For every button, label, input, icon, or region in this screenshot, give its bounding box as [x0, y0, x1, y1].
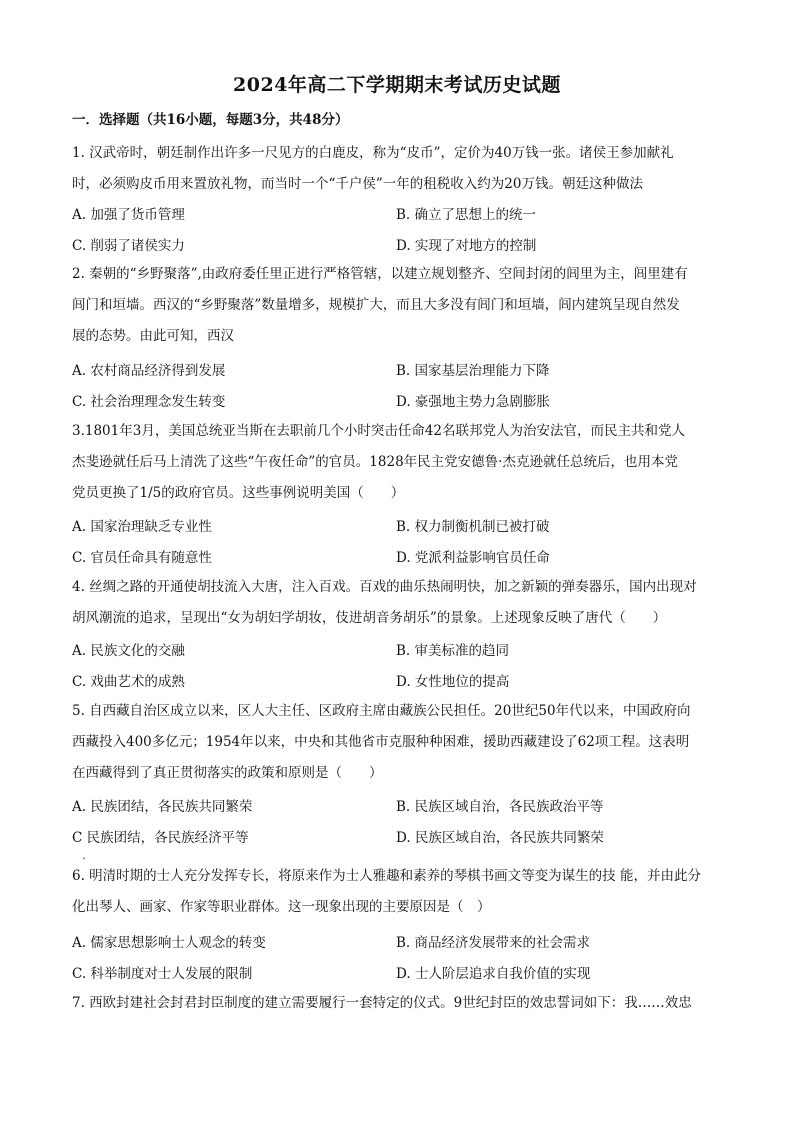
- option-c: C. 科举制度对士人发展的限制: [72, 966, 253, 982]
- question-line: 杰斐逊就任后马上清洗了这些“午夜任命”的官员。1828年民主党安德鲁·杰克逊就任总统后，也用本党: [72, 454, 678, 470]
- question-line: 化出琴人、画家、作家等职业群体。这一现象出现的主要原因是（ ）: [72, 899, 491, 915]
- option-c: C. 官员任命具有随意性: [72, 550, 212, 566]
- option-d: D. 实现了对地方的控制: [396, 238, 537, 254]
- question-1: [72, 138, 724, 200]
- option-b: B. 国家基层治理能力下降: [396, 363, 550, 379]
- question-line: 党员更换了1/5的政府官员。这些事例说明美国（ ）: [72, 485, 405, 501]
- question-line: 5. 自西藏自治区成立以来，区人大主任、区政府主席由藏族公民担任。20世纪50年代以来，中国政府向: [72, 703, 691, 719]
- question-4: [72, 572, 724, 634]
- question-2: [72, 259, 724, 352]
- question-5: [72, 696, 724, 789]
- question-line: 6. 明清时期的士人充分发挥专长，将原来作为士人雅趣和素养的琴棋书画文等变为谋生的技 能，并由此分: [72, 868, 701, 884]
- question-line: 4. 丝绸之路的开通使胡技流入大唐，注入百戏。百戏的曲乐热闹明快，加之新颖的弹奏器乐，国内出现对: [72, 579, 697, 595]
- option-a: A. 民族团结，各民族共同繁荣: [72, 799, 253, 815]
- question-line: 时，必须购皮币用来置放礼物，而当时一个“千户侯”一年的租税收入约为20万钱。朝廷这种做法: [72, 176, 643, 192]
- option-a: A. 国家治理缺乏专业性: [72, 519, 212, 535]
- option-c: C. 社会治理理念发生转变: [72, 394, 226, 410]
- option-b: B. 权力制衡机制已被打破: [396, 519, 550, 535]
- option-b: B. 民族区域自治，各民族政治平等: [396, 799, 604, 815]
- question-line: 胡风潮流的追求，呈现出“女为胡妇学胡妆，伎进胡音务胡乐”的景象。上述现象反映了唐代（ ）: [72, 610, 667, 626]
- option-a: A. 农村商品经济得到发展: [72, 363, 226, 379]
- option-d: D. 民族区域自治，各民族共同繁荣: [396, 830, 604, 846]
- option-d: D. 豪强地主势力急剧膨胀: [396, 394, 550, 410]
- question-6: [72, 861, 724, 923]
- question-line: 3.1801年3月，美国总统亚当斯在去职前几个小时突击任命42名联邦党人为治安法官，而民主共和党人: [72, 423, 686, 439]
- option-a: A. 民族文化的交融: [72, 643, 185, 659]
- exam-title: 2024年高二下学期期末考试历史试题: [233, 74, 561, 96]
- question-line: 闾门和垣墙。西汉的“乡野聚落”数量增多，规模扩大，而且大多没有闾门和垣墙，闾内建筑呈现自然发: [72, 297, 680, 313]
- question-line: 在西藏得到了真正贯彻落实的政策和原则是（ ）: [72, 765, 383, 781]
- question-line: 2. 秦朝的“乡野聚落”,由政府委任里正进行严格管辖，以建立规划整齐、空间封闭的闾里为主，闾里建有: [72, 266, 688, 282]
- question-line: 西藏投入400多亿元；1954年以来，中央和其他省市克服种种困难，援助西藏建设了62项工程。这表明: [72, 734, 690, 750]
- option-c: C 民族团结，各民族经济平等: [72, 830, 249, 846]
- option-d: D. 党派利益影响官员任命: [396, 550, 550, 566]
- section-heading: 一．选择题（共16小题，每题3分，共48分）: [72, 112, 349, 128]
- option-d: D. 士人阶层追求自我价值的实现: [396, 966, 591, 982]
- option-b: B. 确立了思想上的统一: [396, 207, 537, 223]
- option-a: A. 加强了货币管理: [72, 207, 185, 223]
- option-a: A. 儒家思想影响士人观念的转变: [72, 935, 266, 951]
- question-line: 7. 西欧封建社会封君封臣制度的建立需要履行一套特定的仪式。9世纪封臣的效忠誓词如下：我……效忠: [72, 995, 692, 1011]
- question-line: 展的态势。由此可知，西汉: [72, 328, 234, 344]
- option-c: C. 削弱了诸侯实力: [72, 238, 185, 254]
- option-c: C. 戏曲艺术的成熟: [72, 674, 185, 690]
- stray-mark: .: [82, 848, 86, 862]
- question-line: 1. 汉武帝时，朝廷制作出许多一尺见方的白鹿皮，称为“皮币”，定价为40万钱一张。诸侯王参加献礼: [72, 145, 674, 161]
- option-d: D. 女性地位的提高: [396, 674, 510, 690]
- question-7: [72, 988, 724, 1019]
- question-3: [72, 416, 724, 509]
- option-b: B. 商品经济发展带来的社会需求: [396, 935, 591, 951]
- option-b: B. 审美标准的趋同: [396, 643, 510, 659]
